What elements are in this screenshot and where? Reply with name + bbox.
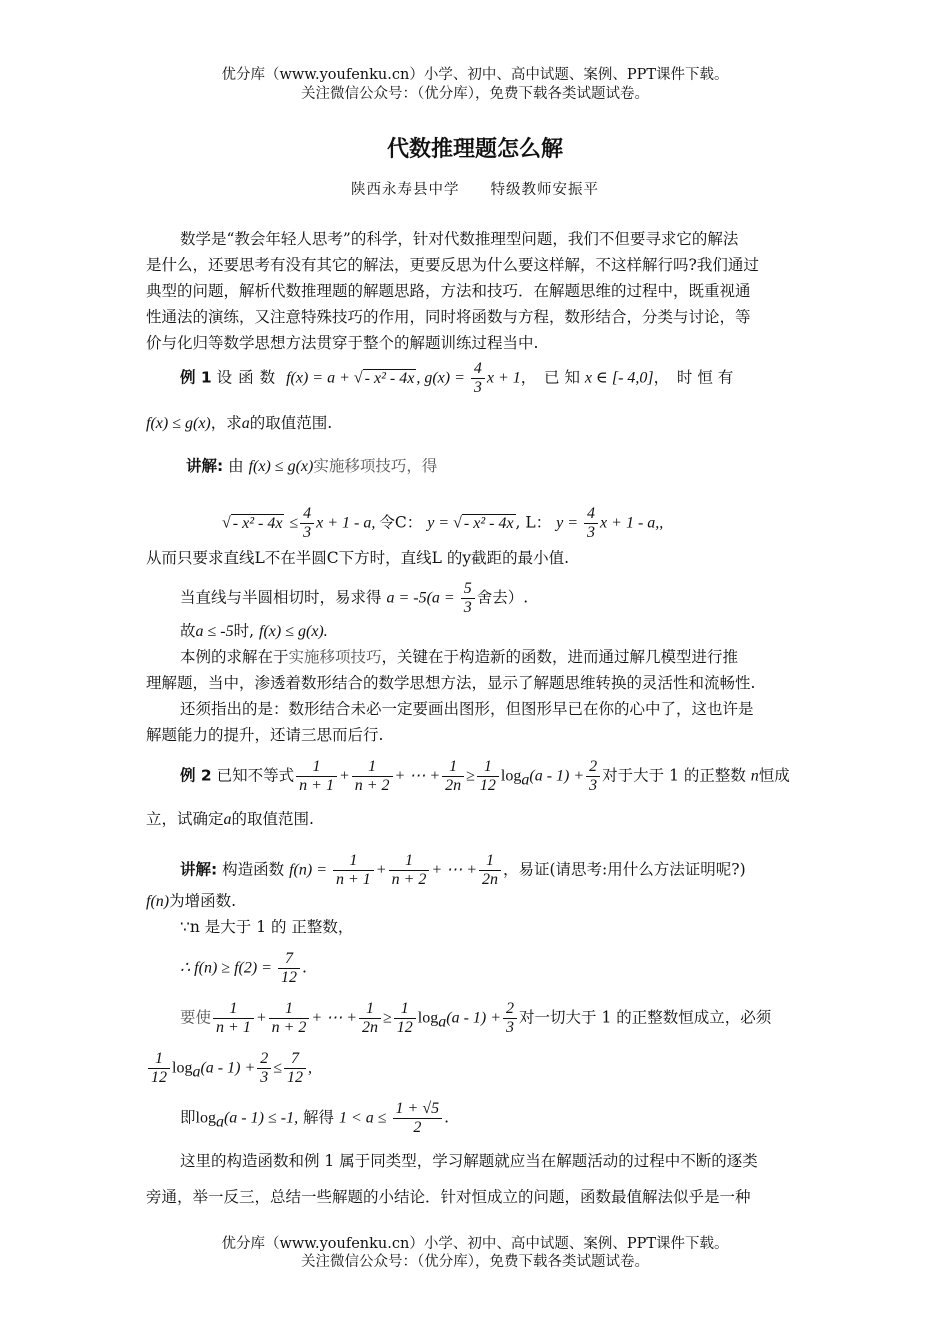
solution-text: 构造函数: [222, 860, 285, 879]
intro-line: 是什么，还要思考有没有其它的解法，更要反思为什么要这样解，不这样解行吗?我们通过: [146, 256, 759, 274]
math-expr: (a - 1) +: [446, 1009, 502, 1027]
example2-increasing: [146, 890, 236, 913]
example2-solution: 讲解: 构造函数 f(n) = $\frac{1}{n + 1}$ + $\frac{1}{n + 2}$ + ⋯ + $\frac{1}{2n}$ ，易证(请思考:用什么方法证明呢?): [180, 852, 746, 888]
frac-num: 7: [284, 1050, 306, 1069]
frac-num: 5: [461, 580, 475, 599]
math-dots: + ⋯ +: [311, 1009, 357, 1027]
example1-text: ，求: [210, 414, 242, 432]
example1-stem: 例 1 设函数 f(x) = a + √ - x² - 4x , g(x) = $\frac{4}{3}$ x + 1， 已 知 x ∈ [- 4,0]， 时 恒 有: [180, 360, 734, 396]
example1-summary-2: 理解题，当中，渗透着数形结合的数学思想方法，显示了解题思维转换的灵活性和流畅性.: [146, 674, 756, 692]
solution-text: 对一切大于 1 的正整数恒成立，必须: [519, 1008, 772, 1027]
math-log-base: a: [438, 1013, 447, 1031]
frac-num: 1: [333, 852, 374, 871]
solution-text: 当直线与半圆相切时，易求得: [180, 588, 382, 607]
page-title: 代数推理题怎么解: [386, 137, 563, 162]
math-log: log: [172, 1059, 193, 1077]
frac-num: 1: [359, 1000, 381, 1019]
math-expr: (a - 1) +: [200, 1059, 256, 1077]
example1-conclusion: [180, 620, 328, 643]
example2-conclusion-2: 旁通，举一反三，总结一些解题的小结论．针对恒成立的问题，函数最值解法似乎是一种: [146, 1188, 751, 1206]
math-dots: + ⋯ +: [431, 861, 477, 879]
intro-line: 价与化归等数学思想方法贯穿于整个的解题训练过程当中.: [146, 334, 539, 352]
example1-text: ， 已 知: [520, 368, 580, 387]
example1-text: ， 时 恒 有: [653, 368, 734, 387]
math-expr: ∴ f(n) ≥ f(2) =: [180, 959, 276, 977]
frac-num: 1 + √5: [393, 1100, 443, 1119]
frac-den: n + 2: [354, 777, 390, 794]
frac-den: n + 2: [391, 871, 427, 888]
example2-need: 要使 $\frac{1}{n + 1}$ + $\frac{1}{n + 2}$ + ⋯ + $\frac{1}{2n}$ ≥ $\frac{1}{12}$ $\log_a(a - 1)$ + $\frac{2}{3}$ 对一切大于 1 的正整数恒成立，必须: [180, 1000, 772, 1036]
math-ineq: f(x) ≤ g(x): [248, 458, 314, 475]
math-g: , g(x) =: [416, 369, 469, 387]
frac-den: 3: [473, 379, 482, 396]
math-tail: x + 1 - a,: [316, 514, 380, 532]
math-op: ≥: [466, 767, 475, 785]
summary-text: 实施移项技巧: [288, 648, 382, 666]
frac-num: 2: [503, 1000, 517, 1019]
frac-den: 3: [506, 1019, 515, 1036]
frac-num: 2: [586, 758, 600, 777]
math-dots: + ⋯ +: [394, 767, 441, 785]
formula-label: L：: [525, 513, 552, 532]
math-tail: x + 1 - a,,: [600, 514, 664, 532]
frac-num: 1: [148, 1050, 170, 1069]
frac-num: 1: [389, 852, 430, 871]
solution-label: 讲解:: [186, 457, 224, 475]
frac-num: 1: [296, 758, 337, 777]
math-a: a: [241, 415, 250, 432]
math-expr: (a - 1) ≤ -1,: [223, 1109, 299, 1127]
math-log: log: [195, 1109, 216, 1127]
example2-text: 立，试确定: [146, 810, 224, 828]
math-op: ≤: [273, 1059, 283, 1077]
math-cond: f(x) ≤ g(x): [146, 415, 211, 432]
intro-line: 典型的问题，解析代数推理题的解题思路，方法和技巧．在解题思维的过程中，既重视通: [146, 282, 751, 300]
frac-den: 2n: [362, 1019, 378, 1036]
math-op: ≥: [383, 1009, 392, 1027]
example1-tangent: [180, 580, 528, 617]
example1-text: 的取值范围.: [249, 414, 333, 432]
frac-den: 2: [413, 1119, 422, 1136]
example2-text: 对于大于 1 的正整数: [602, 766, 746, 785]
math-log: log: [500, 767, 522, 785]
frac-den: 3: [303, 524, 312, 541]
example2-must: [146, 1050, 312, 1087]
solution-text: 由: [228, 457, 244, 475]
example1-note: 还须指出的是：数形结合未必一定要画出图形，但图形早已在你的心中了，这也许是: [180, 700, 754, 718]
author-line: 陕西永寿县中学 特级教师安振平: [351, 182, 599, 198]
frac-den: 12: [479, 777, 496, 794]
example2-stem-2: [146, 808, 314, 831]
example2-stem: 例 2 已知不等式 $\frac{1}{n + 1}$ + $\frac{1}{n + 2}$ + ⋯ + $\frac{1}{2n}$ ≥ $\frac{1}{12}$ $\log_a(a - 1)$ + $\frac{2}{3}$ 对于大于 1 的正整数 n恒成: [180, 758, 790, 794]
math-expr: f(x) ≤ g(x).: [259, 623, 328, 640]
frac-den: 2n: [445, 777, 462, 794]
frac-den: 3: [260, 1069, 269, 1086]
formula-label: 令C：: [379, 513, 423, 532]
example2-text: 已知不等式: [216, 766, 295, 785]
example2-label: 例 2: [180, 766, 212, 785]
math-f: f(x) = a +: [286, 369, 354, 387]
example1-summary: [180, 646, 738, 668]
frac-num: 7: [278, 950, 300, 969]
frac-den: 12: [396, 1019, 413, 1036]
frac-num: 4: [584, 505, 598, 524]
math-y: y =: [427, 514, 454, 532]
solution-label: 讲解:: [180, 860, 218, 879]
math-sqrt: - x² - 4x: [463, 514, 514, 532]
math-y: y =: [556, 514, 583, 532]
math-n: n: [750, 767, 759, 785]
page-footer-line2: 关注微信公众号：（优分库），免费下载各类试题试卷。: [301, 1254, 649, 1270]
frac-den: 3: [463, 599, 472, 616]
math-log-base: a: [215, 1113, 224, 1131]
solution-text: 为增函数.: [169, 892, 237, 910]
math-fn: f(n): [146, 893, 170, 910]
frac-den: 3: [589, 777, 598, 794]
frac-num: 1: [479, 852, 501, 871]
math-log-base: a: [192, 1063, 201, 1081]
math-sqrt: - x² - 4x: [232, 514, 283, 532]
frac-num: 1: [352, 758, 393, 777]
math-expr: (a - 1) +: [529, 767, 585, 785]
solution-text: 即: [180, 1108, 196, 1127]
example2-text: 恒成: [758, 766, 790, 785]
example1-reason: 从而只要求直线L不在半圆C下方时，直线L 的y截距的最小值.: [146, 549, 570, 567]
math-g-tail: x + 1: [486, 369, 521, 387]
frac-den: 2n: [481, 871, 498, 888]
page-header-line2: 关注微信公众号：（优分库），免费下载各类试题试卷。: [301, 86, 649, 102]
math-expr: 1 < a ≤: [338, 1109, 391, 1127]
solution-text: 实施移项技巧，得: [313, 457, 438, 475]
math-log-base: a: [521, 771, 530, 789]
solution-text: 要使: [180, 1008, 212, 1027]
summary-text: 本例的求解在于: [180, 648, 289, 666]
frac-num: 1: [394, 1000, 416, 1019]
math-domain: x ∈ [- 4,0]: [584, 369, 654, 387]
math-sqrt: - x² - 4x: [364, 369, 415, 387]
frac-num: 1: [213, 1000, 254, 1019]
summary-text: ，关键在于构造新的函数，进而通过解几模型进行推: [381, 648, 739, 666]
example1-label: 例 1: [180, 368, 212, 387]
example1-formula: √ - x² - 4x ≤ $\frac{4}{3}$ x + 1 - a, 令C： y = √ - x² - 4x , L： y = $\frac{4}{3}$ x + 1 - a,,: [222, 505, 664, 541]
frac-den: n + 1: [299, 777, 334, 794]
math-expr: a ≤ -5: [195, 623, 234, 640]
solution-text: 解得: [303, 1108, 335, 1127]
frac-num: 1: [442, 758, 464, 777]
frac-num: 4: [471, 360, 485, 379]
example1-solution-intro: [186, 455, 437, 478]
frac-num: 1: [269, 1000, 310, 1019]
intro-line: 性通法的演练，又注意特殊技巧的作用，同时将函数与方程，数形结合，分类与讨论，等: [146, 308, 751, 326]
frac-num: 1: [477, 758, 499, 777]
frac-den: 3: [587, 524, 596, 541]
math-a: a: [223, 811, 232, 828]
frac-den: 12: [151, 1069, 167, 1086]
example2-solve: 即$\log_a(a - 1) \le -1$, 解得 1 < a ≤ $\frac{1 + √5}{2}$ .: [180, 1100, 450, 1136]
frac-num: 4: [300, 505, 314, 524]
example2-conclusion: 这里的构造函数和例 1 属于同类型，学习解题就应当在解题活动的过程中不断的逐类: [180, 1152, 758, 1170]
frac-den: 12: [280, 969, 297, 986]
math-expr: a = -5(a =: [386, 589, 459, 607]
example1-text: 设函数: [216, 368, 282, 387]
frac-den: n + 2: [271, 1019, 307, 1036]
solution-text: 时,: [233, 622, 255, 640]
math-fn: f(n) =: [289, 861, 331, 879]
frac-den: n + 1: [336, 871, 371, 888]
math-op: ,: [308, 1059, 313, 1077]
frac-num: 2: [257, 1050, 271, 1069]
example1-note-2: 解题能力的提升，还请三思而后行.: [146, 726, 384, 744]
frac-den: n + 1: [216, 1019, 251, 1036]
solution-text: ，易证(请思考:用什么方法证明呢?): [502, 860, 746, 879]
intro-line: 数学是“教会年轻人思考”的科学，针对代数推理型问题，我们不但要寻求它的解法: [180, 230, 739, 248]
example2-text: 的取值范围.: [231, 810, 314, 828]
page-header-line1: 优分库（www.youfenku.cn）小学、初中、高中试题、案例、PPT课件下载。: [221, 67, 729, 83]
example1-stem-2: [146, 412, 332, 435]
solution-text: 故: [180, 622, 196, 640]
example2-because: ∵n 是大于 1 的 正整数，: [180, 918, 354, 936]
frac-den: 12: [287, 1069, 304, 1086]
page-footer-line1: 优分库（www.youfenku.cn）小学、初中、高中试题、案例、PPT课件下载。: [221, 1236, 729, 1252]
math-log: log: [417, 1009, 439, 1027]
solution-text: 舍去）.: [476, 588, 529, 607]
example2-therefore: ∴ f(n) ≥ f(2) = $\frac{7}{12}$ .: [180, 950, 307, 986]
